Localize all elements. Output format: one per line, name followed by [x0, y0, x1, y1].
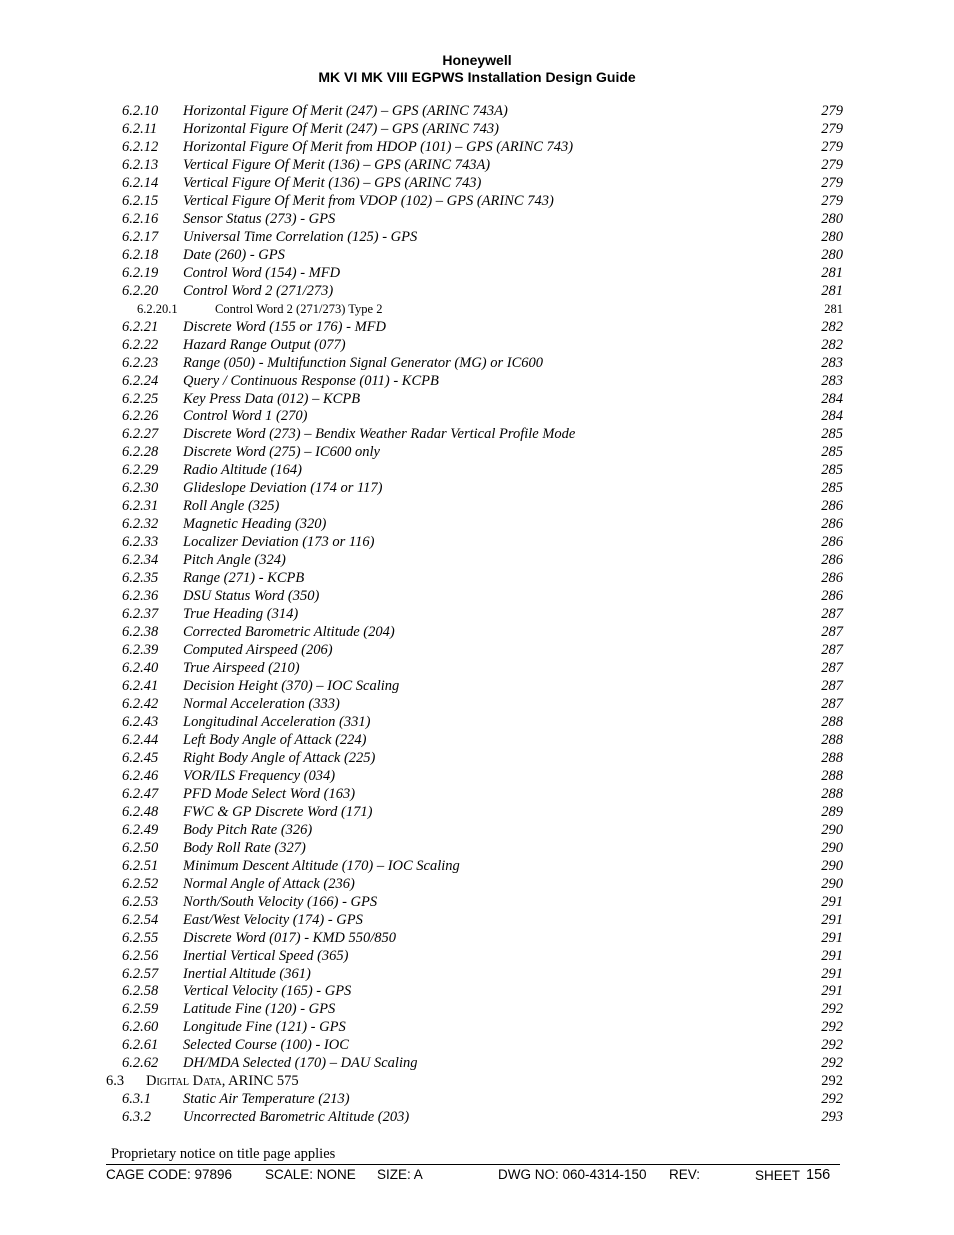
toc-entry[interactable] — [0, 1109, 954, 1127]
toc-entry-page: 292 — [821, 1073, 843, 1090]
title-block-footer — [0, 1167, 954, 1185]
toc-entry[interactable] — [0, 444, 954, 462]
toc-entry-page: 285 — [821, 462, 843, 479]
toc-entry[interactable] — [0, 876, 954, 894]
toc-entry-title: Longitude Fine (121) - GPS — [183, 1019, 346, 1036]
toc-entry-page: 279 — [821, 103, 843, 119]
toc-entry[interactable] — [0, 301, 954, 319]
toc-entry-number: 6.2.53 — [122, 893, 159, 910]
sheet-number: 156 — [806, 1167, 831, 1183]
toc-entry-number: 6.2.20 — [122, 282, 159, 299]
toc-entry-number: 6.2.33 — [122, 534, 159, 551]
toc-entry[interactable] — [0, 516, 954, 534]
toc-entry-number: 6.2.30 — [122, 480, 159, 497]
toc-entry-page: 291 — [821, 965, 843, 982]
toc-entry-title: Pitch Angle (324) — [183, 552, 286, 569]
revision: REV: — [669, 1167, 701, 1182]
toc-entry-page: 284 — [821, 408, 843, 425]
footer-divider — [106, 1164, 840, 1165]
toc-entry-page: 279 — [821, 138, 843, 155]
toc-entry-page: 293 — [821, 1109, 843, 1126]
toc-entry-title: FWC & GP Discrete Word (171) — [183, 803, 373, 820]
toc-entry-page: 279 — [821, 120, 843, 137]
toc-entry-title: Discrete Word (275) – IC600 only — [183, 444, 380, 461]
toc-entry-page: 287 — [821, 678, 843, 694]
toc-entry-title: VOR/ILS Frequency (034) — [183, 767, 336, 784]
toc-entry-number: 6.2.39 — [122, 642, 159, 659]
drawing-number: DWG NO: 060-4314-150 — [498, 1167, 647, 1182]
toc-entry-number: 6.2.62 — [122, 1055, 159, 1072]
toc-entry-page: 280 — [821, 228, 843, 245]
toc-entry-title: Latitude Fine (120) - GPS — [183, 1001, 336, 1018]
toc-entry[interactable] — [0, 1037, 954, 1055]
toc-entry-page: 291 — [821, 893, 843, 910]
toc-entry-number: 6.2.12 — [122, 138, 159, 155]
toc-entry-number: 6.2.21 — [122, 318, 159, 335]
toc-entry-page: 287 — [821, 624, 843, 641]
toc-entry[interactable] — [0, 175, 954, 193]
toc-entry-title: East/West Velocity (174) - GPS — [183, 911, 363, 928]
toc-entry[interactable] — [0, 696, 954, 714]
toc-entry-page: 286 — [821, 516, 843, 533]
toc-entry-page: 283 — [821, 354, 843, 371]
toc-entry-page: 286 — [821, 498, 843, 515]
toc-entry[interactable] — [0, 283, 954, 301]
toc-entry[interactable] — [0, 103, 954, 121]
toc-entry-number: 6.2.46 — [122, 767, 159, 784]
toc-entry-title: Key Press Data (012) – KCPB — [183, 390, 361, 407]
toc-entry-title: True Airspeed (210) — [183, 660, 300, 677]
toc-entry[interactable] — [0, 624, 954, 642]
toc-entry[interactable] — [0, 1073, 954, 1091]
toc-entry-page: 292 — [821, 1037, 843, 1054]
toc-entry[interactable] — [0, 229, 954, 247]
toc-entry[interactable] — [0, 732, 954, 750]
toc-entry-number: 6.2.43 — [122, 713, 159, 730]
toc-entry[interactable] — [0, 804, 954, 822]
toc-entry-page: 291 — [821, 929, 843, 946]
toc-entry-number: 6.2.22 — [122, 336, 159, 353]
toc-entry-title: Vertical Figure Of Merit from VDOP (102) – GPS (ARINC 743) — [183, 192, 554, 209]
toc-entry-page: 285 — [821, 426, 843, 443]
toc-entry-number: 6.2.59 — [122, 1001, 159, 1018]
toc-entry[interactable] — [0, 193, 954, 211]
toc-entry-title: Horizontal Figure Of Merit from HDOP (101) – GPS (ARINC 743) — [183, 138, 574, 155]
toc-entry-number: 6.2.44 — [122, 731, 159, 748]
toc-entry[interactable] — [0, 355, 954, 373]
toc-entry-title: Inertial Vertical Speed (365) — [183, 947, 349, 964]
toc-entry-title: Vertical Velocity (165) - GPS — [183, 983, 352, 1000]
toc-entry-page: 288 — [821, 731, 843, 748]
toc-entry-title: Hazard Range Output (077) — [183, 336, 346, 353]
toc-entry-title: PFD Mode Select Word (163) — [183, 785, 356, 802]
toc-entry-number: 6.2.16 — [122, 210, 159, 227]
toc-entry-number: 6.2.32 — [122, 516, 159, 533]
toc-entry-title: Discrete Word (273) – Bendix Weather Radar Vertical Profile Mode — [183, 426, 576, 443]
toc-entry-number: 6.2.57 — [122, 965, 159, 982]
toc-entry-number: 6.2.34 — [122, 552, 159, 569]
toc-entry-number: 6.2.52 — [122, 875, 159, 892]
toc-entry[interactable] — [0, 462, 954, 480]
toc-entry-title: Vertical Figure Of Merit (136) – GPS (ARINC 743A) — [183, 156, 491, 173]
toc-entry-title: Magnetic Heading (320) — [183, 516, 327, 533]
toc-entry[interactable] — [0, 157, 954, 175]
toc-entry[interactable] — [0, 983, 954, 1001]
toc-entry-title: Body Pitch Rate (326) — [183, 821, 313, 838]
toc-entry-page: 279 — [821, 174, 843, 191]
toc-entry-number: 6.2.13 — [122, 156, 159, 173]
toc-entry[interactable] — [0, 337, 954, 355]
toc-entry-title: Range (050) - Multifunction Signal Generator (MG) or IC600 — [183, 354, 544, 371]
toc-entry-page: 291 — [821, 947, 843, 964]
toc-entry[interactable] — [0, 480, 954, 498]
toc-entry-title: Right Body Angle of Attack (225) — [183, 749, 376, 766]
toc-entry[interactable] — [0, 948, 954, 966]
toc-entry[interactable] — [0, 660, 954, 678]
toc-entry-title: Control Word 2 (271/273) Type 2 — [215, 301, 383, 316]
toc-entry[interactable] — [0, 858, 954, 876]
toc-entry-number: 6.2.37 — [122, 606, 159, 623]
scale: SCALE: NONE — [265, 1167, 356, 1182]
toc-entry[interactable] — [0, 768, 954, 786]
toc-entry-number: 6.2.35 — [122, 570, 159, 587]
toc-entry-title: Uncorrected Barometric Altitude (203) — [183, 1109, 410, 1126]
toc-entry-number: 6.2.47 — [122, 785, 159, 802]
toc-entry-number: 6.2.11 — [122, 120, 158, 137]
toc-entry-title: Universal Time Correlation (125) - GPS — [183, 228, 418, 245]
toc-entry-page: 282 — [821, 318, 843, 335]
toc-entry-title: Digital Data, ARINC 575 — [146, 1073, 299, 1090]
toc-entry[interactable] — [0, 121, 954, 139]
toc-entry-page: 286 — [821, 534, 843, 551]
toc-entry-page: 290 — [821, 875, 843, 892]
cage-code: CAGE CODE: 97896 — [106, 1167, 233, 1182]
toc-entry[interactable] — [0, 750, 954, 768]
toc-entry[interactable] — [0, 912, 954, 930]
toc-entry-page: 292 — [821, 1001, 843, 1018]
toc-entry-title: North/South Velocity (166) - GPS — [183, 893, 378, 910]
toc-entry-page: 287 — [821, 642, 843, 659]
toc-entry-title: Discrete Word (155 or 176) - MFD — [183, 318, 386, 335]
toc-entry[interactable] — [0, 570, 954, 588]
toc-entry[interactable] — [0, 1019, 954, 1037]
toc-entry-title: Normal Acceleration (333) — [183, 695, 340, 712]
toc-entry-number: 6.2.48 — [122, 803, 159, 820]
toc-entry-page: 287 — [821, 695, 843, 712]
toc-entry[interactable] — [0, 498, 954, 516]
toc-entry-title: Static Air Temperature (213) — [183, 1091, 350, 1108]
toc-entry-page: 288 — [821, 713, 843, 730]
toc-entry-title: Vertical Figure Of Merit (136) – GPS (ARINC 743) — [183, 174, 482, 191]
toc-entry-page: 287 — [821, 606, 843, 623]
toc-entry-number: 6.3 — [106, 1073, 125, 1090]
toc-entry-number: 6.2.41 — [122, 678, 159, 694]
toc-entry-number: 6.2.56 — [122, 947, 159, 964]
toc-entry-number: 6.2.29 — [122, 462, 159, 479]
toc-entry-page: 281 — [821, 282, 843, 299]
toc-entry-title: Left Body Angle of Attack (224) — [183, 731, 367, 748]
toc-entry-page: 281 — [824, 301, 843, 316]
toc-entry-page: 292 — [821, 1019, 843, 1036]
toc-entry[interactable] — [0, 319, 954, 337]
toc-entry-number: 6.2.24 — [122, 372, 159, 389]
toc-entry[interactable] — [0, 265, 954, 283]
toc-entry-page: 288 — [821, 749, 843, 766]
toc-entry-page: 285 — [821, 444, 843, 461]
toc-entry-page: 286 — [821, 570, 843, 587]
toc-entry-title: Radio Altitude (164) — [183, 462, 302, 479]
toc-entry-title: True Heading (314) — [183, 606, 299, 623]
toc-entry-title: Discrete Word (017) - KMD 550/850 — [183, 929, 397, 946]
toc-entry-number: 6.2.54 — [122, 911, 159, 928]
toc-entry-page: 290 — [821, 839, 843, 856]
toc-entry-title: Horizontal Figure Of Merit (247) – GPS (ARINC 743A) — [183, 103, 508, 119]
toc-entry[interactable] — [0, 1055, 954, 1073]
toc-entry-title: DSU Status Word (350) — [183, 588, 320, 605]
toc-entry-number: 6.2.26 — [122, 408, 159, 425]
toc-entry-title: Localizer Deviation (173 or 116) — [183, 534, 375, 551]
toc-entry-title: Date (260) - GPS — [183, 246, 285, 263]
toc-entry-page: 279 — [821, 192, 843, 209]
toc-entry[interactable] — [0, 606, 954, 624]
toc-entry[interactable] — [0, 1091, 954, 1109]
toc-entry-title: Sensor Status (273) - GPS — [183, 210, 336, 227]
toc-entry[interactable] — [0, 552, 954, 570]
toc-entry-page: 282 — [821, 336, 843, 353]
toc-entry-number: 6.2.17 — [122, 228, 159, 245]
toc-entry-number: 6.2.25 — [122, 390, 159, 407]
toc-entry-title: Inertial Altitude (361) — [183, 965, 311, 982]
sheet-label: SHEET — [755, 1168, 801, 1183]
toc-entry-number: 6.2.14 — [122, 174, 159, 191]
toc-entry-page: 291 — [821, 983, 843, 1000]
toc-entry-page: 283 — [821, 372, 843, 389]
toc-entry[interactable] — [0, 786, 954, 804]
toc-entry-number: 6.2.45 — [122, 749, 159, 766]
toc-entry[interactable] — [0, 391, 954, 409]
toc-entry-title: DH/MDA Selected (170) – DAU Scaling — [183, 1055, 418, 1072]
toc-entry-page: 285 — [821, 480, 843, 497]
toc-entry-page: 286 — [821, 552, 843, 569]
toc-entry-page: 288 — [821, 767, 843, 784]
toc-entry-page: 284 — [821, 390, 843, 407]
toc-entry-page: 286 — [821, 588, 843, 605]
toc-entry-number: 6.2.38 — [122, 624, 159, 641]
toc-entry-number: 6.2.36 — [122, 588, 159, 605]
toc-entry-title: Control Word (154) - MFD — [183, 264, 341, 281]
toc-entry-title: Range (271) - KCPB — [183, 570, 305, 587]
toc-entry-title: Body Roll Rate (327) — [183, 839, 306, 856]
toc-entry[interactable] — [0, 1001, 954, 1019]
toc-entry[interactable] — [0, 426, 954, 444]
toc-entry-title: Control Word 1 (270) — [183, 408, 308, 425]
toc-entry-page: 279 — [821, 156, 843, 173]
toc-entry[interactable] — [0, 966, 954, 984]
toc-entry-number: 6.2.31 — [122, 498, 159, 515]
toc-entry-number: 6.2.23 — [122, 354, 159, 371]
toc-entry-number: 6.2.51 — [122, 857, 159, 874]
toc-entry[interactable] — [0, 930, 954, 948]
toc-entry[interactable] — [0, 534, 954, 552]
toc-entry-page: 291 — [821, 911, 843, 928]
toc-entry[interactable] — [0, 840, 954, 858]
toc-entry[interactable] — [0, 247, 954, 265]
toc-entry-number: 6.2.15 — [122, 192, 159, 209]
toc-entry-title: Query / Continuous Response (011) - KCPB — [183, 372, 439, 389]
toc-entry-number: 6.2.49 — [122, 821, 159, 838]
toc-entry-title: Control Word 2 (271/273) — [183, 282, 334, 299]
toc-entry-page: 288 — [821, 785, 843, 802]
toc-entry-number: 6.2.55 — [122, 929, 159, 946]
toc-entry-title: Glideslope Deviation (174 or 117) — [183, 480, 383, 497]
proprietary-notice: Proprietary notice on title page applies — [111, 1146, 336, 1162]
toc-entry-title: Decision Height (370) – IOC Scaling — [183, 678, 400, 694]
toc-entry[interactable] — [0, 588, 954, 606]
toc-entry-page: 281 — [821, 264, 843, 281]
size: SIZE: A — [377, 1167, 423, 1182]
toc-entry-page: 280 — [821, 210, 843, 227]
toc-entry-page: 289 — [821, 803, 843, 820]
toc-entry-page: 290 — [821, 857, 843, 874]
toc-entry-number: 6.2.40 — [122, 660, 159, 677]
toc-entry-number: 6.3.1 — [122, 1091, 151, 1108]
toc-entry[interactable] — [0, 678, 954, 696]
toc-entry-page: 292 — [821, 1055, 843, 1072]
toc-entry-number: 6.2.58 — [122, 983, 159, 1000]
toc-entry-number: 6.2.20.1 — [137, 301, 178, 316]
toc-entry[interactable] — [0, 714, 954, 732]
page-header — [0, 52, 954, 86]
toc-entry-title: Roll Angle (325) — [183, 498, 280, 515]
toc-entry-number: 6.2.27 — [122, 426, 159, 443]
toc-entry[interactable] — [0, 139, 954, 157]
toc-entry-number: 6.3.2 — [122, 1109, 151, 1126]
toc-entry-number: 6.2.10 — [122, 103, 159, 119]
table-of-contents — [0, 103, 954, 1127]
company-name: Honeywell — [442, 52, 512, 68]
toc-entry-page: 280 — [821, 246, 843, 263]
toc-entry-title: Minimum Descent Altitude (170) – IOC Scaling — [183, 857, 460, 874]
toc-entry-title: Normal Angle of Attack (236) — [183, 875, 355, 892]
toc-entry-number: 6.2.60 — [122, 1019, 159, 1036]
toc-entry-page: 292 — [821, 1091, 843, 1108]
toc-entry-title: Horizontal Figure Of Merit (247) – GPS (ARINC 743) — [183, 120, 500, 137]
toc-entry-number: 6.2.19 — [122, 264, 159, 281]
toc-entry[interactable] — [0, 642, 954, 660]
toc-entry-number: 6.2.61 — [122, 1037, 159, 1054]
toc-entry-number: 6.2.42 — [122, 695, 159, 712]
toc-entry[interactable] — [0, 894, 954, 912]
toc-entry-number: 6.2.50 — [122, 839, 159, 856]
toc-entry[interactable] — [0, 408, 954, 426]
document-title: MK VI MK VIII EGPWS Installation Design Guide — [318, 69, 636, 85]
toc-entry-page: 287 — [821, 660, 843, 677]
toc-entry[interactable] — [0, 373, 954, 391]
toc-entry-title: Selected Course (100) - IOC — [183, 1037, 349, 1054]
toc-entry-page: 290 — [821, 821, 843, 838]
toc-entry-title: Longitudinal Acceleration (331) — [183, 713, 371, 730]
toc-entry[interactable] — [0, 211, 954, 229]
toc-entry-number: 6.2.18 — [122, 246, 159, 263]
toc-entry-title: Computed Airspeed (206) — [183, 642, 333, 659]
toc-entry[interactable] — [0, 822, 954, 840]
toc-entry-number: 6.2.28 — [122, 444, 159, 461]
toc-entry-title: Corrected Barometric Altitude (204) — [183, 624, 395, 641]
